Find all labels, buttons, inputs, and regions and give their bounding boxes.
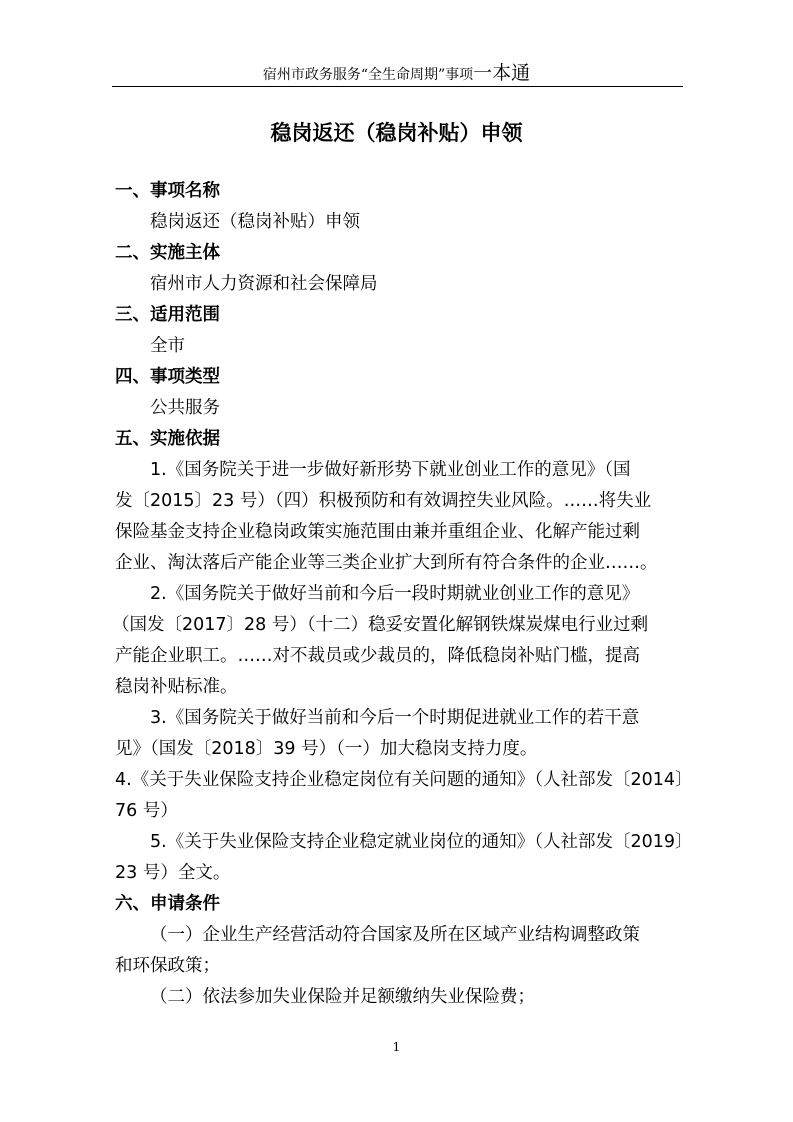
basis-line: 产能企业职工。……对不裁员或少裁员的，降低稳岗补贴门槛，提高 xyxy=(115,646,640,666)
basis-line: 发〔2015〕23 号）（四）积极预防和有效调控失业风险。……将失业 xyxy=(115,491,652,511)
page-number: 1 xyxy=(392,1040,401,1054)
basis-line: 76 号） xyxy=(115,801,178,821)
basis-line: 3.《国务院关于做好当前和今后一个时期促进就业工作的若干意 xyxy=(150,708,640,728)
basis-line: 企业、淘汰落后产能企业等三类企业扩大到所有符合条件的企业……。 xyxy=(115,553,658,573)
condition-line: （二）依法参加失业保险并足额缴纳失业保险费； xyxy=(150,987,535,1007)
document-title: 稳岗返还（稳岗补贴）申领 xyxy=(270,121,523,145)
header-rule xyxy=(112,86,683,87)
basis-line: 2.《国务院关于做好当前和今后一段时期就业创业工作的意见》 xyxy=(150,584,640,604)
section-body-4: 公共服务 xyxy=(150,398,220,418)
basis-line: 见》（国发〔2018〕39 号）（一）加大稳岗支持力度。 xyxy=(115,739,538,759)
section-heading-6: 六、申请条件 xyxy=(115,894,220,914)
basis-line: 5.《关于失业保险支持企业稳定就业岗位的通知》（人社部发〔2019〕 xyxy=(150,832,693,852)
section-heading-5: 五、实施依据 xyxy=(115,429,220,449)
section-heading-1: 一、事项名称 xyxy=(115,181,220,201)
section-body-2: 宿州市人力资源和社会保障局 xyxy=(150,274,378,294)
basis-line: 1.《国务院关于进一步做好新形势下就业创业工作的意见》（国 xyxy=(150,460,631,480)
section-heading-4: 四、事项类型 xyxy=(115,367,220,387)
condition-line: （一）企业生产经营活动符合国家及所在区域产业结构调整政策 xyxy=(150,925,640,945)
basis-line: 23 号）全文。 xyxy=(115,863,231,883)
section-heading-2: 二、实施主体 xyxy=(115,243,220,263)
section-body-1: 稳岗返还（稳岗补贴）申领 xyxy=(150,212,360,232)
running-header-emphasis: 一本通 xyxy=(473,62,531,84)
running-header xyxy=(0,64,793,84)
basis-line: 保险基金支持企业稳岗政策实施范围由兼并重组企业、化解产能过剩 xyxy=(115,522,640,542)
basis-line: 4.《关于失业保险支持企业稳定岗位有关问题的通知》（人社部发〔2014〕 xyxy=(115,770,693,790)
basis-line: （国发〔2017〕28 号）（十二）稳妥安置化解钢铁煤炭煤电行业过剩 xyxy=(112,615,649,635)
condition-line: 和环保政策； xyxy=(115,956,220,976)
section-body-3: 全市 xyxy=(150,336,185,356)
running-header-text: 宿州市政务服务“全生命周期”事项 xyxy=(262,67,474,83)
basis-line: 稳岗补贴标准。 xyxy=(115,677,238,697)
section-heading-3: 三、适用范围 xyxy=(115,305,220,325)
